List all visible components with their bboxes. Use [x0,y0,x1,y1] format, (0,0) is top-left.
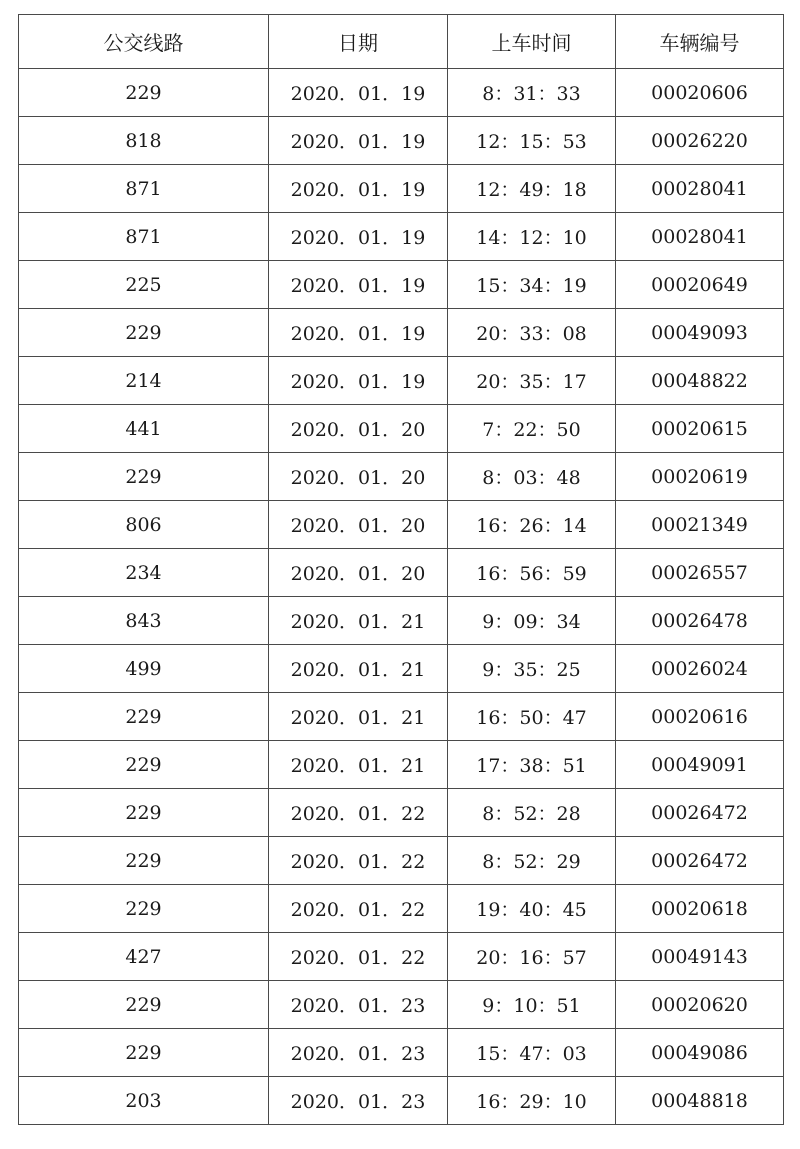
cell-date: 2020．01．19 [269,69,448,117]
cell-vehicle-number: 00021349 [616,501,784,549]
cell-bus-line: 214 [19,357,269,405]
cell-date: 2020．01．21 [269,645,448,693]
cell-boarding-time: 8：31：33 [448,69,616,117]
table-row [19,357,784,405]
cell-vehicle-number: 00026472 [616,837,784,885]
cell-bus-line: 229 [19,453,269,501]
table-row [19,1029,784,1077]
cell-vehicle-number: 00026557 [616,549,784,597]
cell-date: 2020．01．22 [269,933,448,981]
cell-boarding-time: 17：38：51 [448,741,616,789]
cell-date: 2020．01．23 [269,981,448,1029]
cell-vehicle-number: 00020618 [616,885,784,933]
table-row [19,597,784,645]
cell-vehicle-number: 00026478 [616,597,784,645]
cell-vehicle-number: 00028041 [616,213,784,261]
table-row [19,261,784,309]
cell-vehicle-number: 00049086 [616,1029,784,1077]
table-row [19,693,784,741]
cell-vehicle-number: 00048818 [616,1077,784,1125]
table-row [19,981,784,1029]
cell-bus-line: 499 [19,645,269,693]
cell-date: 2020．01．20 [269,453,448,501]
cell-vehicle-number: 00020649 [616,261,784,309]
header-bus-line: 公交线路 [19,15,269,69]
cell-boarding-time: 8：52：28 [448,789,616,837]
cell-date: 2020．01．21 [269,693,448,741]
cell-bus-line: 229 [19,741,269,789]
cell-date: 2020．01．20 [269,405,448,453]
cell-bus-line: 818 [19,117,269,165]
table-row [19,501,784,549]
cell-date: 2020．01．23 [269,1029,448,1077]
cell-bus-line: 229 [19,309,269,357]
cell-bus-line: 229 [19,885,269,933]
cell-bus-line: 203 [19,1077,269,1125]
cell-date: 2020．01．19 [269,117,448,165]
cell-boarding-time: 7：22：50 [448,405,616,453]
cell-bus-line: 229 [19,837,269,885]
cell-boarding-time: 16：56：59 [448,549,616,597]
cell-bus-line: 427 [19,933,269,981]
cell-date: 2020．01．19 [269,357,448,405]
cell-vehicle-number: 00020606 [616,69,784,117]
cell-date: 2020．01．19 [269,213,448,261]
cell-vehicle-number: 00020616 [616,693,784,741]
cell-boarding-time: 12：49：18 [448,165,616,213]
table-row [19,885,784,933]
cell-vehicle-number: 00020619 [616,453,784,501]
cell-boarding-time: 8：52：29 [448,837,616,885]
cell-boarding-time: 16：50：47 [448,693,616,741]
cell-bus-line: 229 [19,981,269,1029]
cell-boarding-time: 14：12：10 [448,213,616,261]
cell-vehicle-number: 00049143 [616,933,784,981]
cell-bus-line: 871 [19,165,269,213]
cell-boarding-time: 20：33：08 [448,309,616,357]
table-body [19,69,784,1125]
header-vehicle-number: 车辆编号 [616,15,784,69]
table-row [19,165,784,213]
cell-date: 2020．01．19 [269,165,448,213]
cell-bus-line: 871 [19,213,269,261]
table-row [19,789,784,837]
table-row [19,933,784,981]
cell-bus-line: 843 [19,597,269,645]
cell-bus-line: 234 [19,549,269,597]
cell-vehicle-number: 00048822 [616,357,784,405]
cell-bus-line: 229 [19,789,269,837]
cell-date: 2020．01．19 [269,309,448,357]
cell-bus-line: 229 [19,693,269,741]
cell-vehicle-number: 00026024 [616,645,784,693]
cell-date: 2020．01．22 [269,789,448,837]
cell-vehicle-number: 00020615 [616,405,784,453]
cell-boarding-time: 19：40：45 [448,885,616,933]
cell-boarding-time: 16：29：10 [448,1077,616,1125]
table-row [19,1077,784,1125]
cell-boarding-time: 20：16：57 [448,933,616,981]
cell-bus-line: 441 [19,405,269,453]
cell-bus-line: 229 [19,69,269,117]
cell-date: 2020．01．22 [269,837,448,885]
table-row [19,741,784,789]
cell-vehicle-number: 00049091 [616,741,784,789]
table-row [19,645,784,693]
table-row [19,69,784,117]
table-row [19,117,784,165]
bus-ride-table [18,14,784,1125]
cell-date: 2020．01．23 [269,1077,448,1125]
cell-boarding-time: 9：35：25 [448,645,616,693]
cell-boarding-time: 12：15：53 [448,117,616,165]
cell-vehicle-number: 00020620 [616,981,784,1029]
cell-bus-line: 806 [19,501,269,549]
cell-date: 2020．01．19 [269,261,448,309]
header-boarding-time: 上车时间 [448,15,616,69]
cell-bus-line: 229 [19,1029,269,1077]
cell-boarding-time: 15：47：03 [448,1029,616,1077]
table-row [19,453,784,501]
cell-date: 2020．01．22 [269,885,448,933]
table-row [19,309,784,357]
table-header-row [19,15,784,69]
table-row [19,837,784,885]
table-row [19,213,784,261]
cell-boarding-time: 15：34：19 [448,261,616,309]
cell-bus-line: 225 [19,261,269,309]
table-row [19,549,784,597]
table-row [19,405,784,453]
header-date: 日期 [269,15,448,69]
cell-vehicle-number: 00028041 [616,165,784,213]
cell-boarding-time: 9：10：51 [448,981,616,1029]
cell-date: 2020．01．21 [269,597,448,645]
cell-vehicle-number: 00049093 [616,309,784,357]
cell-vehicle-number: 00026472 [616,789,784,837]
cell-date: 2020．01．20 [269,549,448,597]
cell-date: 2020．01．21 [269,741,448,789]
cell-vehicle-number: 00026220 [616,117,784,165]
cell-boarding-time: 9：09：34 [448,597,616,645]
cell-boarding-time: 20：35：17 [448,357,616,405]
cell-boarding-time: 8：03：48 [448,453,616,501]
cell-date: 2020．01．20 [269,501,448,549]
cell-boarding-time: 16：26：14 [448,501,616,549]
